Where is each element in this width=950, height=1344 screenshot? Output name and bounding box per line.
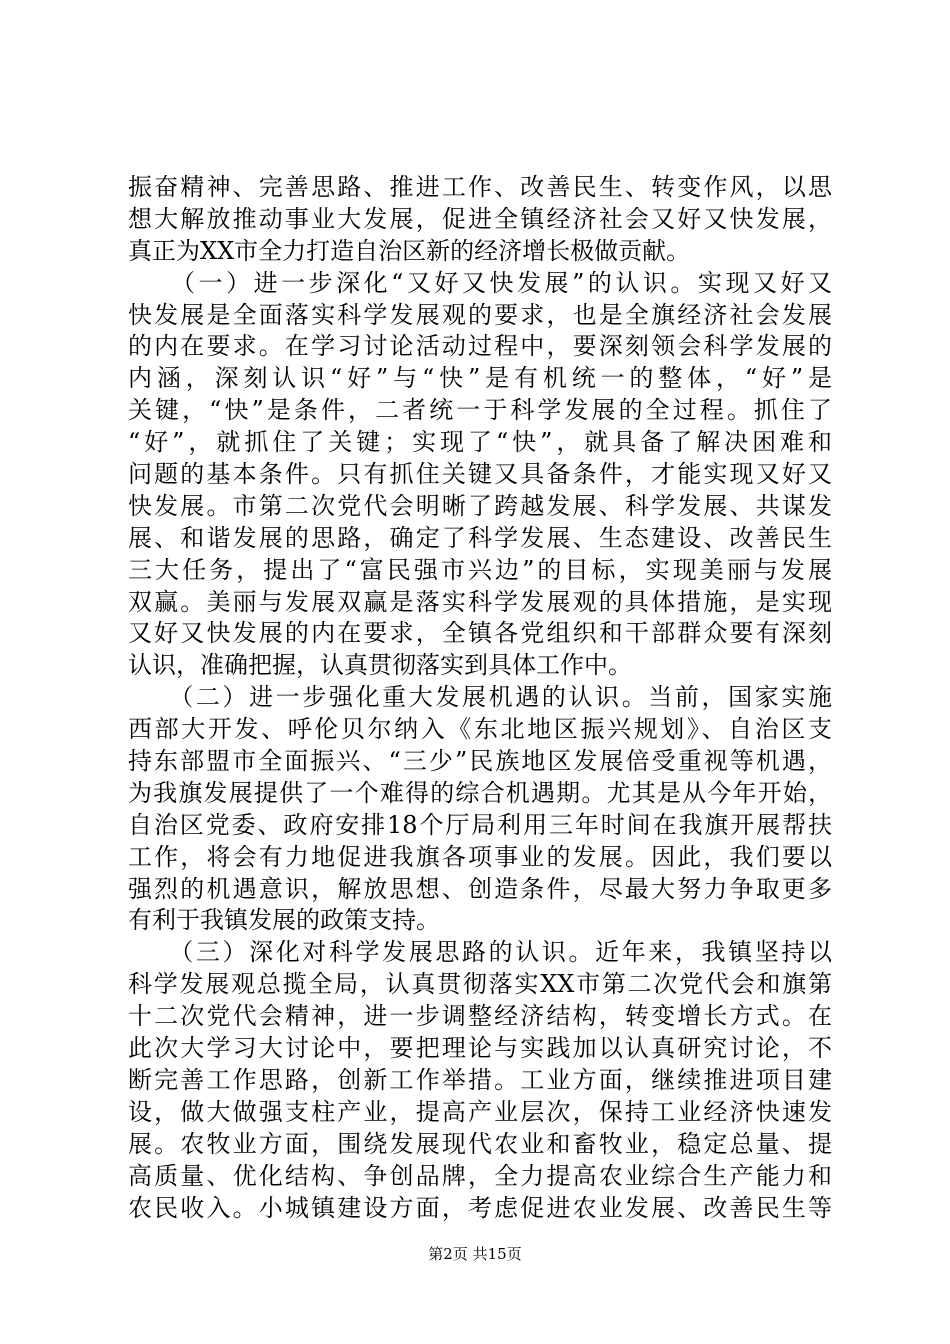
text-line: 三大任务，提出了“富民强市兴边”的目标，实现美丽与发展 — [128, 555, 832, 584]
text-line: （三）深化对科学发展思路的认识。近年来，我镇坚持以 — [128, 938, 832, 967]
text-line: 问题的基本条件。只有抓住关键又具备条件，才能实现又好又 — [128, 460, 832, 489]
text-line: 持东部盟市全面振兴、“三少”民族地区发展倍受重视等机遇， — [128, 747, 832, 776]
text-line: 强烈的机遇意识，解放思想、创造条件，尽最大努力争取更多 — [128, 874, 832, 903]
text-line: 设，做大做强支柱产业，提高产业层次，保持工业经济快速发 — [128, 1097, 832, 1126]
text-line: 展、和谐发展的思路，确定了科学发展、生态建设、改善民生 — [128, 523, 832, 552]
text-line: 认识，准确把握，认真贯彻落实到具体工作中。 — [128, 651, 632, 680]
text-line: 想大解放推动事业大发展，促进全镇经济社会又好又快发展， — [128, 204, 832, 233]
text-line: 自治区党委、政府安排18个厅局利用三年时间在我旗开展帮扶 — [128, 810, 832, 839]
text-line: 十二次党代会精神，进一步调整经济结构，转变增长方式。在 — [128, 1002, 832, 1031]
text-line: 科学发展观总揽全局，认真贯彻落实XX市第二次党代会和旗第 — [128, 970, 832, 999]
text-line: 关键，“快”是条件，二者统一于科学发展的全过程。抓住了 — [128, 396, 832, 425]
text-line: 农民收入。小城镇建设方面，考虑促进农业发展、改善民生等 — [128, 1193, 832, 1222]
text-line: 断完善工作思路，创新工作举措。工业方面，继续推进项目建 — [128, 1065, 832, 1094]
text-line: （二）进一步强化重大发展机遇的认识。当前，国家实施 — [128, 683, 832, 712]
text-line: 真正为XX市全力打造自治区新的经济增长极做贡献。 — [128, 236, 691, 265]
text-line: 快发展是全面落实科学发展观的要求，也是全旗经济社会发展 — [128, 300, 832, 329]
text-line: 展。农牧业方面，围绕发展现代农业和畜牧业，稳定总量、提 — [128, 1129, 832, 1158]
text-line: 西部大开发、呼伦贝尔纳入《东北地区振兴规划》、自治区支 — [128, 715, 832, 744]
page-footer: 第2页 共15页 — [428, 1245, 522, 1263]
text-line: “好”，就抓住了关键；实现了“快”，就具备了解决困难和 — [128, 428, 832, 457]
text-line: 又好又快发展的内在要求，全镇各党组织和干部群众要有深刻 — [128, 619, 832, 648]
document-body — [128, 172, 832, 1224]
text-line: 有利于我镇发展的政策支持。 — [128, 906, 440, 935]
text-line: 高质量、优化结构、争创品牌，全力提高农业综合生产能力和 — [128, 1161, 832, 1190]
text-line: （一）进一步深化“又好又快发展”的认识。实现又好又 — [128, 268, 832, 297]
text-line: 为我旗发展提供了一个难得的综合机遇期。尤其是从今年开始， — [128, 778, 832, 807]
text-line: 振奋精神、完善思路、推进工作、改善民生、转变作风，以思 — [128, 173, 832, 201]
text-line: 此次大学习大讨论中，要把理论与实践加以认真研究讨论，不 — [128, 1034, 832, 1063]
text-line: 双赢。美丽与发展双赢是落实科学发展观的具体措施，是实现 — [128, 587, 832, 616]
text-line: 的内在要求。在学习讨论活动过程中，要深刻领会科学发展的 — [128, 332, 832, 361]
text-line: 内涵，深刻认识“好”与“快”是有机统一的整体，“好”是 — [128, 364, 832, 393]
text-line: 快发展。市第二次党代会明晰了跨越发展、科学发展、共谋发 — [128, 491, 832, 520]
text-line: 工作，将会有力地促进我旗各项事业的发展。因此，我们要以 — [128, 842, 832, 871]
